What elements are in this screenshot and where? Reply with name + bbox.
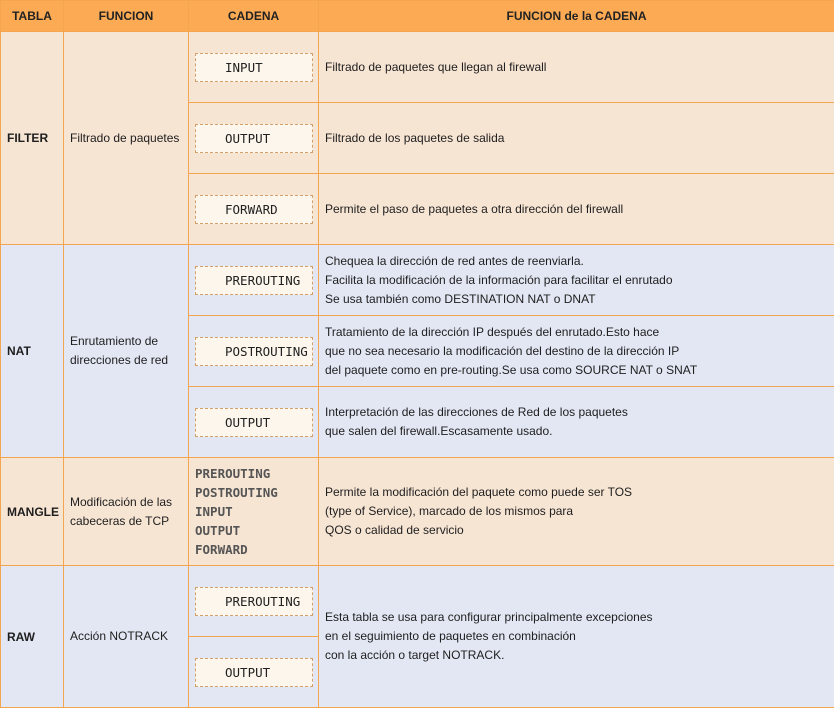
desc-line: en el seguimiento de paquetes en combinación bbox=[325, 627, 834, 646]
filter-row-input bbox=[1, 32, 834, 103]
header-tabla: TABLA bbox=[1, 1, 64, 32]
funcion-mangle bbox=[64, 458, 189, 566]
table-name-nat: NAT bbox=[1, 245, 64, 458]
chain-list-item: INPUT bbox=[195, 502, 318, 521]
desc-line: Filtrado de los paquetes de salida bbox=[325, 129, 834, 148]
chain-cell bbox=[189, 387, 319, 458]
desc-line: Esta tabla se usa para configurar principalmente excepciones bbox=[325, 608, 834, 627]
chain-box: PREROUTING bbox=[195, 266, 313, 295]
chain-box: FORWARD bbox=[195, 195, 313, 224]
desc-line: Tratamiento de la dirección IP después del enrutado.Esto hace bbox=[325, 323, 834, 342]
chain-cell bbox=[189, 566, 319, 637]
desc-line: que no sea necesario la modificación del destino de la dirección IP bbox=[325, 342, 834, 361]
desc-line: Interpretación de las direcciones de Red de los paquetes bbox=[325, 403, 834, 422]
chain-cell bbox=[189, 174, 319, 245]
table-name-mangle: MANGLE bbox=[1, 458, 64, 566]
funcion-line: direcciones de red bbox=[70, 351, 188, 370]
chain-box: OUTPUT bbox=[195, 124, 313, 153]
desc-line: Permite la modificación del paquete como puede ser TOS bbox=[325, 483, 834, 502]
chain-cell bbox=[189, 245, 319, 316]
header-funcion-cadena: FUNCION de la CADENA bbox=[319, 1, 834, 32]
chain-list-item: PREROUTING bbox=[195, 464, 318, 483]
table-name-raw: RAW bbox=[1, 566, 64, 708]
chain-description bbox=[319, 316, 834, 387]
chain-description bbox=[319, 566, 834, 708]
chain-cell bbox=[189, 103, 319, 174]
desc-line: Se usa también como DESTINATION NAT o DNAT bbox=[325, 290, 834, 309]
chain-description bbox=[319, 458, 834, 566]
desc-line: QOS o calidad de servicio bbox=[325, 521, 834, 540]
chain-box: OUTPUT bbox=[195, 658, 313, 687]
desc-line: del paquete como en pre-routing.Se usa como SOURCE NAT o SNAT bbox=[325, 361, 834, 380]
chain-list-item: POSTROUTING bbox=[195, 483, 318, 502]
mangle-row bbox=[1, 458, 834, 566]
chain-cell bbox=[189, 637, 319, 708]
chain-box: INPUT bbox=[195, 53, 313, 82]
header-row bbox=[1, 1, 834, 32]
desc-line: que salen del firewall.Escasamente usado. bbox=[325, 422, 834, 441]
chain-list bbox=[189, 458, 319, 566]
chain-box: OUTPUT bbox=[195, 408, 313, 437]
header-funcion: FUNCION bbox=[64, 1, 189, 32]
chain-box: POSTROUTING bbox=[195, 337, 313, 366]
desc-line: Facilita la modificación de la información para facilitar el enrutado bbox=[325, 271, 834, 290]
desc-line: Chequea la dirección de red antes de reenviarla. bbox=[325, 252, 834, 271]
chain-description bbox=[319, 387, 834, 458]
chain-description bbox=[319, 245, 834, 316]
raw-row-prerouting bbox=[1, 566, 834, 637]
desc-line: (type of Service), marcado de los mismos para bbox=[325, 502, 834, 521]
header-cadena: CADENA bbox=[189, 1, 319, 32]
nat-row-prerouting bbox=[1, 245, 834, 316]
chain-box: PREROUTING bbox=[195, 587, 313, 616]
chain-list-item: FORWARD bbox=[195, 540, 318, 559]
funcion-nat bbox=[64, 245, 189, 458]
funcion-raw: Acción NOTRACK bbox=[64, 566, 189, 708]
chain-cell bbox=[189, 316, 319, 387]
table-name-filter: FILTER bbox=[1, 32, 64, 245]
chain-description bbox=[319, 32, 834, 103]
funcion-line: Modificación de las bbox=[70, 493, 188, 512]
desc-line: con la acción o target NOTRACK. bbox=[325, 646, 834, 665]
desc-line: Permite el paso de paquetes a otra dirección del firewall bbox=[325, 200, 834, 219]
funcion-filter: Filtrado de paquetes bbox=[64, 32, 189, 245]
funcion-line: Enrutamiento de bbox=[70, 332, 188, 351]
chain-cell bbox=[189, 32, 319, 103]
chain-description bbox=[319, 103, 834, 174]
chain-list-item: OUTPUT bbox=[195, 521, 318, 540]
funcion-line: cabeceras de TCP bbox=[70, 512, 188, 531]
desc-line: Filtrado de paquetes que llegan al firewall bbox=[325, 58, 834, 77]
chain-description bbox=[319, 174, 834, 245]
